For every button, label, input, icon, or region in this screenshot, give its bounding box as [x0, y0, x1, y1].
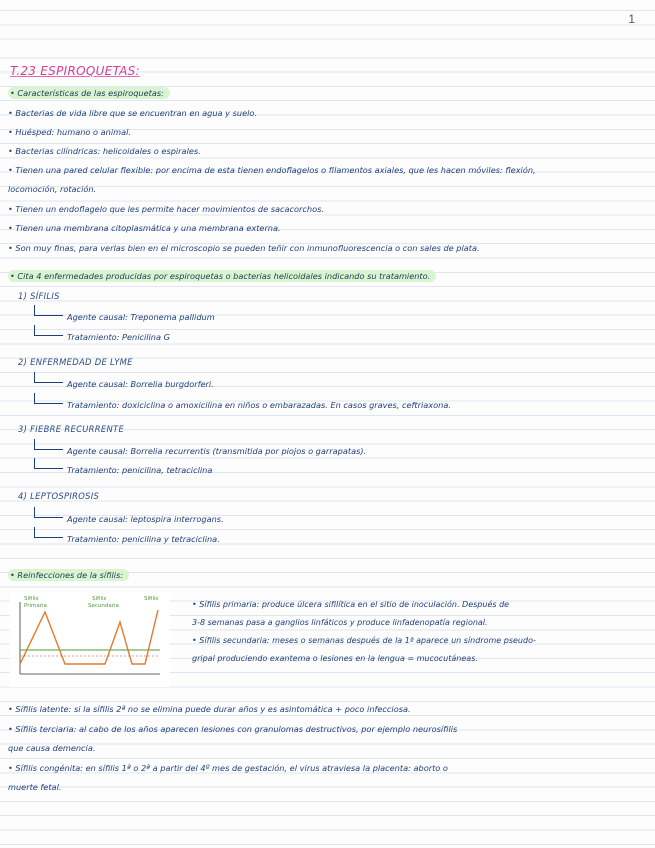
disease-agent — [34, 309, 215, 322]
side-text-line: gripal produciendo exantema o lesiones en la lengua = mucocutáneas. — [192, 654, 478, 663]
arrow-icon — [34, 325, 63, 336]
intro-bullet: • Bacterias cilíndricas: helicoidales o espirales. — [8, 146, 201, 156]
disease-treatment-text: Tratamiento: doxiciclina o amoxicilina en niños o embarazadas. En casos graves, ceftriaxona. — [67, 400, 451, 410]
disease-agent-text: Agente causal: Borrelia recurrentis (transmitida por piojos o garrapatas). — [67, 446, 367, 456]
question-highlight: • Cita 4 enfermedades producidas por espiroquetas o bacterias helicoidales indicando su tratamiento. — [8, 270, 436, 282]
disease-treatment — [34, 531, 220, 544]
intro-bullet: • Tienen una pared celular flexible: por encima de esta tienen endoflagelos o filamentos axiales, que les hacen móviles: flexión, — [8, 165, 536, 175]
chart-label-secondary-2: Secundaria — [88, 603, 119, 609]
arrow-icon — [34, 458, 63, 469]
disease-agent-text: Agente causal: leptospira interrogans. — [67, 514, 224, 524]
disease-treatment-text: Tratamiento: Penicilina G — [67, 332, 170, 342]
chart-label-tertiary: Sífilis — [144, 596, 159, 602]
intro-heading — [8, 87, 628, 99]
disease-agent — [34, 443, 366, 456]
arrow-icon — [34, 393, 63, 404]
reinfections-heading-highlight: • Reinfecciones de la sífilis: — [8, 569, 129, 581]
intro-bullet: • Bacterias de vida libre que se encuentran en agua y suelo. — [8, 108, 258, 118]
arrow-icon — [34, 305, 63, 316]
disease-treatment-text: Tratamiento: penicilina, tetraciclina — [67, 465, 213, 475]
disease-name: 2) ENFERMEDAD DE LYME — [18, 357, 133, 367]
reinfection-bullet: • Sífilis terciaria: al cabo de los años aparecen lesiones con granulomas destructivos, por ejemplo neurosífilis — [8, 724, 458, 734]
reinfection-bullet: • Sífilis congénita: en sífilis 1ª o 2ª a partir del 4º mes de gestación, el virus atraviesa la placenta: aborto o — [8, 763, 448, 773]
question — [8, 270, 628, 282]
disease-agent-text: Agente causal: Borrelia burgdorferi. — [67, 379, 214, 389]
disease-name: 1) SÍFILIS — [18, 291, 60, 301]
reinfection-bullet-continuation: muerte fetal. — [8, 782, 62, 792]
side-text-line: • Sífilis secundaria: meses o semanas después de la 1ª aparece un síndrome pseudo- — [192, 636, 536, 645]
arrow-icon — [34, 372, 63, 383]
disease-agent — [34, 376, 214, 389]
disease-agent-text: Agente causal: Treponema pallidum — [67, 312, 215, 322]
arrow-icon — [34, 527, 63, 538]
chart-label-primary-2: Primaria — [24, 603, 47, 609]
side-text-line: 3-8 semanas pasa a ganglios linfáticos y produce linfadenopatía regional. — [192, 618, 488, 627]
page-title: T.23 ESPIROQUETAS: — [10, 64, 140, 78]
reinfection-bullet: • Sífilis latente: si la sífilis 2ª no se elimina puede durar años y es asintomática + poco infecciosa. — [8, 704, 411, 714]
intro-heading-highlight: • Características de las espiroquetas: — [8, 87, 170, 99]
reinfection-bullet-continuation: que causa demencia. — [8, 743, 96, 753]
side-text-line: • Sífilis primaria: produce úlcera sifilítica en el sitio de inoculación. Después de — [192, 600, 510, 609]
chart-side-text — [192, 596, 632, 668]
disease-name: 3) FIEBRE RECURRENTE — [18, 424, 125, 434]
syphilis-stages-chart — [10, 592, 170, 687]
intro-bullet: • Tienen un endoflagelo que les permite hacer movimientos de sacacorchos. — [8, 204, 324, 214]
chart-label-secondary-1: Sífilis — [92, 596, 107, 602]
page-number: 1 — [628, 12, 635, 26]
arrow-icon — [34, 439, 63, 450]
disease-treatment-text: Tratamiento: penicilina y tetraciclina. — [67, 534, 220, 544]
arrow-icon — [34, 507, 63, 518]
reinfections-heading — [8, 569, 628, 581]
disease-treatment — [34, 462, 212, 475]
disease-agent — [34, 511, 224, 524]
intro-bullet-continuation: locomoción, rotación. — [8, 184, 97, 194]
intro-bullet: • Son muy finas, para verlas bien en el microscopio se pueden teñir con inmunofluorescencia o con sales de plata. — [8, 243, 480, 253]
intro-bullet: • Huésped: humano o animal. — [8, 127, 132, 137]
disease-name: 4) LEPTOSPIROSIS — [18, 491, 100, 501]
disease-treatment — [34, 397, 451, 410]
chart-label-primary-1: Sífilis — [24, 596, 39, 602]
intro-bullet: • Tienen una membrana citoplasmática y una membrana externa. — [8, 223, 281, 233]
disease-treatment — [34, 329, 170, 342]
